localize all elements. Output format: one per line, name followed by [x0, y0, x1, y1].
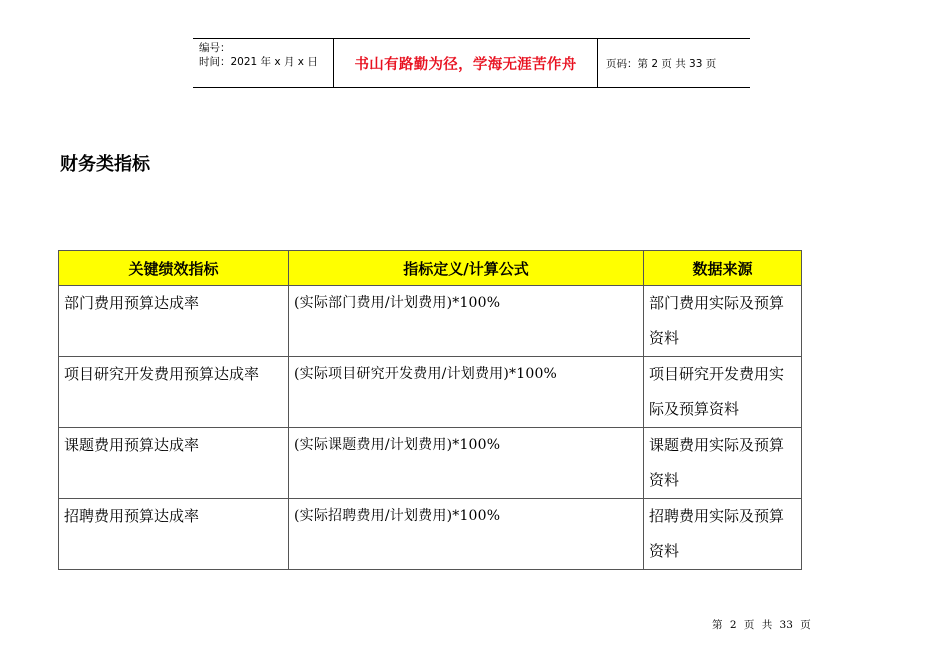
kpi-name-cell: 招聘费用预算达成率 [59, 499, 289, 570]
source-cell: 招聘费用实际及预算资料 [644, 499, 802, 570]
header-meta [193, 39, 334, 87]
column-header: 指标定义/计算公式 [289, 251, 644, 286]
section-title: 财务类指标 [60, 154, 150, 175]
table-row [59, 286, 802, 357]
kpi-name-cell: 部门费用预算达成率 [59, 286, 289, 357]
kpi-name-cell: 项目研究开发费用预算达成率 [59, 357, 289, 428]
kpi-name-cell: 课题费用预算达成率 [59, 428, 289, 499]
time-label: 时间：2021 年 x 月 x 日 [199, 56, 318, 68]
table-row [59, 357, 802, 428]
page-footer: 第 2 页 共 33 页 [712, 619, 811, 631]
table-row [59, 428, 802, 499]
header-motto: 书山有路勤为径，学海无涯苦作舟 [334, 39, 598, 87]
source-cell: 课题费用实际及预算资料 [644, 428, 802, 499]
number-label: 编号： [199, 42, 231, 54]
source-cell: 项目研究开发费用实际及预算资料 [644, 357, 802, 428]
formula-cell: (实际项目研究开发费用/计划费用)*100% [289, 357, 644, 428]
table-row [59, 499, 802, 570]
header-page-label: 页码：第 2 页 共 33 页 [606, 57, 717, 70]
column-header: 关键绩效指标 [59, 251, 289, 286]
formula-cell: (实际部门费用/计划费用)*100% [289, 286, 644, 357]
column-header: 数据来源 [644, 251, 802, 286]
formula-cell: (实际课题费用/计划费用)*100% [289, 428, 644, 499]
page-header [193, 38, 750, 88]
source-cell: 部门费用实际及预算资料 [644, 286, 802, 357]
formula-cell: (实际招聘费用/计划费用)*100% [289, 499, 644, 570]
table-header-row [59, 251, 802, 286]
kpi-table [58, 250, 802, 570]
